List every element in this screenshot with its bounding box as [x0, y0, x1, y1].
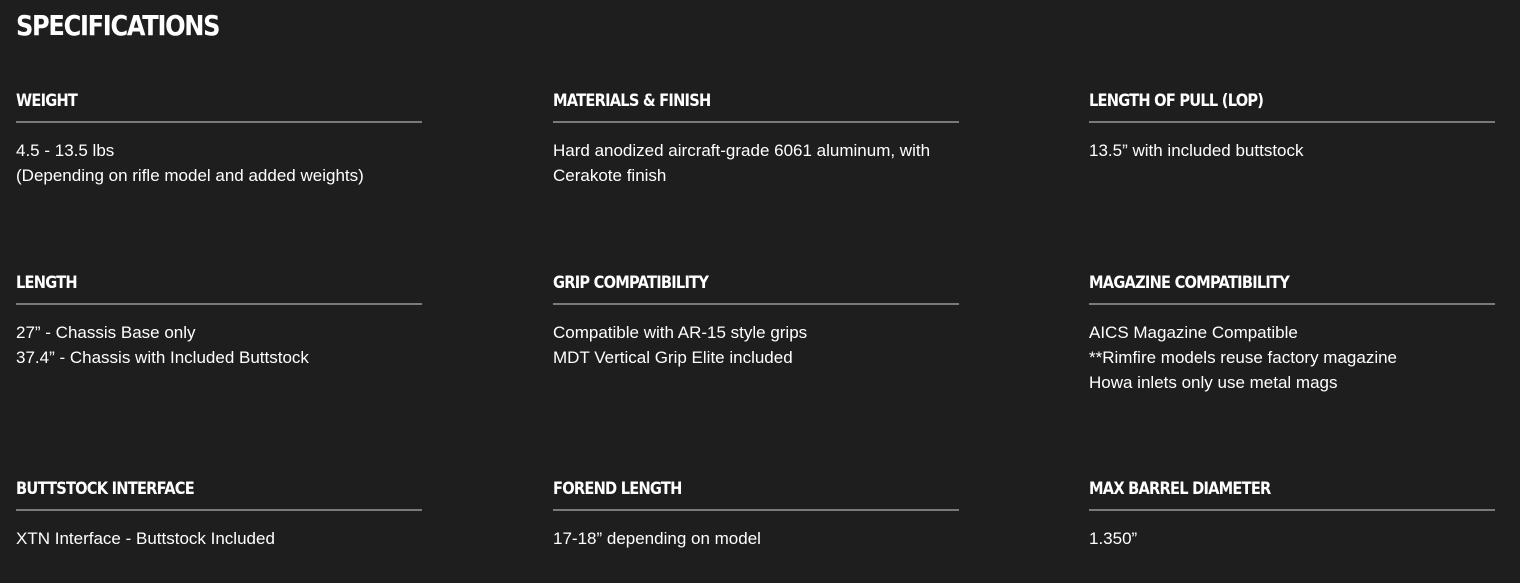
- spec-value-line: 37.4” - Chassis with Included Buttstock: [16, 348, 309, 367]
- spec-value: [16, 320, 422, 370]
- spec-value-line: 17-18” depending on model: [553, 529, 761, 548]
- spec-value: [553, 320, 959, 370]
- spec-value: [553, 138, 959, 188]
- spec-value: [553, 526, 959, 551]
- spec-forend-length: [553, 478, 959, 551]
- spec-heading: FOREND LENGTH: [553, 479, 682, 499]
- spec-value-line: 4.5 - 13.5 lbs: [16, 141, 115, 160]
- spec-grip-compatibility: [553, 272, 959, 370]
- spec-divider: [1089, 121, 1495, 123]
- spec-length-of-pull: [1089, 90, 1495, 163]
- spec-value-line: 27” - Chassis Base only: [16, 323, 196, 342]
- spec-value-line: Hard anodized aircraft-grade 6061 aluminum, with: [553, 141, 931, 160]
- spec-divider: [1089, 303, 1495, 305]
- spec-divider: [553, 303, 959, 305]
- spec-materials-finish: [553, 90, 959, 188]
- spec-divider: [16, 121, 422, 123]
- spec-value-line: Howa inlets only use metal mags: [1089, 373, 1338, 392]
- page-title: SPECIFICATIONS: [16, 9, 220, 42]
- spec-divider: [16, 509, 422, 511]
- spec-value: [16, 138, 422, 188]
- spec-value-line: Cerakote finish: [553, 166, 667, 185]
- spec-value-line: MDT Vertical Grip Elite included: [553, 348, 793, 367]
- spec-magazine-compatibility: [1089, 272, 1495, 395]
- spec-heading: MAX BARREL DIAMETER: [1089, 479, 1271, 499]
- spec-length: [16, 272, 422, 370]
- spec-value: [1089, 526, 1495, 551]
- spec-weight: [16, 90, 422, 188]
- spec-value-line: 13.5” with included buttstock: [1089, 141, 1304, 160]
- spec-heading: WEIGHT: [16, 91, 78, 111]
- spec-value-line: 1.350”: [1089, 529, 1138, 548]
- spec-value-line: (Depending on rifle model and added weights): [16, 166, 364, 185]
- spec-value-line: Compatible with AR-15 style grips: [553, 323, 808, 342]
- spec-value-line: AICS Magazine Compatible: [1089, 323, 1298, 342]
- spec-heading: LENGTH OF PULL (LOP): [1089, 91, 1264, 111]
- spec-buttstock-interface: [16, 478, 422, 551]
- spec-heading: GRIP COMPATIBILITY: [553, 273, 709, 293]
- spec-heading: BUTTSTOCK INTERFACE: [16, 479, 194, 499]
- spec-value-line: **Rimfire models reuse factory magazine: [1089, 348, 1398, 367]
- spec-heading: MAGAZINE COMPATIBILITY: [1089, 273, 1290, 293]
- spec-heading: MATERIALS & FINISH: [553, 91, 711, 111]
- spec-heading: LENGTH: [16, 273, 77, 293]
- spec-max-barrel-diameter: [1089, 478, 1495, 551]
- spec-value: [1089, 320, 1495, 395]
- spec-divider: [553, 121, 959, 123]
- spec-value-line: XTN Interface - Buttstock Included: [16, 529, 275, 548]
- spec-value: [1089, 138, 1495, 163]
- spec-divider: [16, 303, 422, 305]
- spec-divider: [553, 509, 959, 511]
- spec-value: [16, 526, 422, 551]
- spec-divider: [1089, 509, 1495, 511]
